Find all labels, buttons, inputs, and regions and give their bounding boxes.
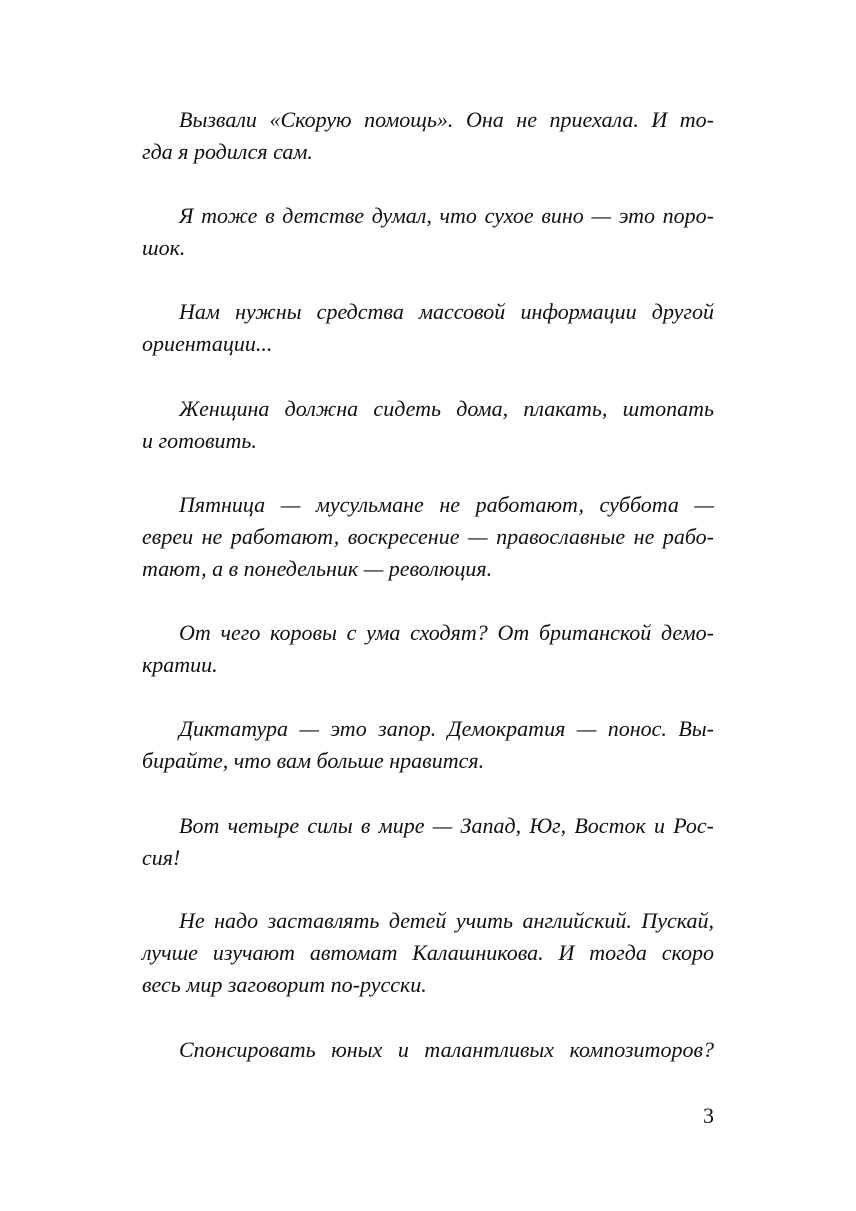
text-line: ориентации...	[142, 331, 273, 356]
paragraph-2	[142, 200, 714, 264]
text-line: Диктатура — это запор. Демократия — понос. Вы-	[179, 716, 714, 741]
text-line: Пятница — мусульмане не работают, суббота —	[179, 492, 714, 517]
text-line: гда я родился сам.	[142, 139, 313, 164]
text-line: и готовить.	[142, 428, 257, 453]
text-line: Нам нужны средства массовой информации другой	[179, 299, 714, 324]
paragraph-8	[142, 810, 714, 874]
text-line: Спонсировать юных и талантливых композиторов?	[179, 1037, 714, 1062]
text-line: евреи не работают, воскресение — православные не рабо-	[142, 524, 714, 549]
paragraph-1	[142, 104, 714, 168]
text-line: Не надо заставлять детей учить английский. Пускай,	[179, 908, 714, 933]
text-line: бирайте, что вам больше нравится.	[142, 748, 485, 773]
text-line: Вызвали «Скорую помощь». Она не приехала. И то-	[179, 107, 714, 132]
paragraph-6	[142, 617, 714, 681]
text-line: тают, а в понедельник — революция.	[142, 556, 493, 581]
text-line: шок.	[142, 235, 186, 260]
paragraph-9	[142, 905, 714, 1001]
text-line: лучше изучают автомат Калашникова. И тогда скоро	[142, 940, 714, 965]
paragraph-5	[142, 489, 714, 585]
paragraph-10	[142, 1034, 714, 1066]
text-line: Я тоже в детстве думал, что сухое вино — это поро-	[179, 203, 714, 228]
text-line: Вот четыре силы в мире — Запад, Юг, Восток и Рос-	[179, 813, 714, 838]
page-number: 3	[703, 1103, 714, 1128]
text-line: Женщина должна сидеть дома, плакать, штопать	[179, 396, 714, 421]
paragraph-7	[142, 713, 714, 777]
text-line: весь мир заговорит по-русски.	[142, 972, 427, 997]
text-line: кратии.	[142, 652, 218, 677]
paragraph-4	[142, 393, 714, 457]
paragraph-3	[142, 296, 714, 360]
text-line: сия!	[142, 845, 181, 870]
text-line: От чего коровы с ума сходят? От британской демо-	[179, 620, 714, 645]
